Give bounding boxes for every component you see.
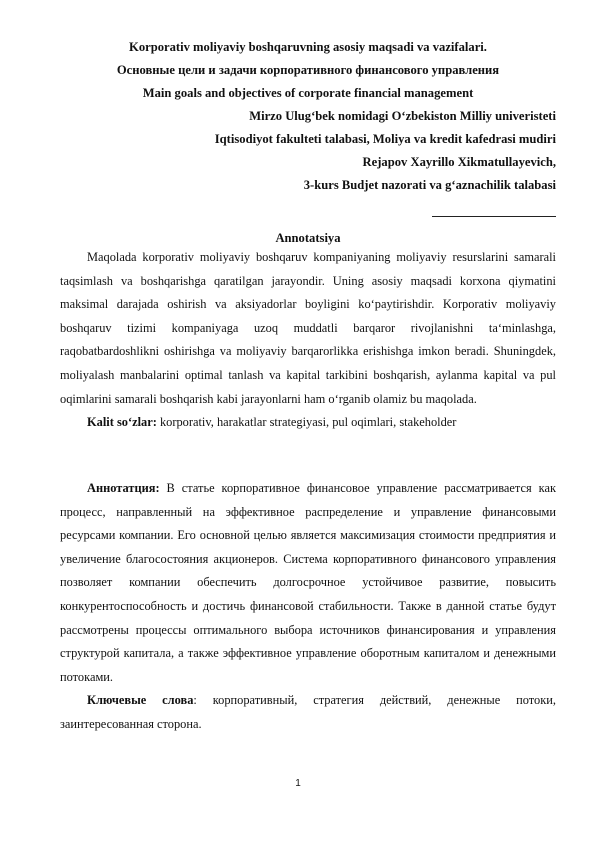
annotation-russian-label: Аннотатция:	[87, 481, 160, 495]
annotation-uzbek-block	[60, 246, 556, 435]
author-university: Mirzo Ulug‘bek nomidagi O‘zbekiston Milliy univeristeti	[249, 109, 556, 123]
page-number: 1	[295, 778, 301, 789]
keywords-russian-list: : корпоративный, стратегия действий, денежные потоки, заинтересованная сторона.	[60, 693, 556, 731]
title-uzbek: Korporativ moliyaviy boshqaruvning asosiy maqsadi va vazifalari.	[129, 40, 487, 54]
author-faculty: Iqtisodiyot fakulteti talabasi, Moliya va kredit kafedrasi mudiri	[214, 132, 556, 146]
signature-line	[432, 216, 556, 217]
annotation-heading: Annotatsiya	[275, 231, 341, 245]
title-russian: Основные цели и задачи корпоративного финансового управления	[116, 63, 500, 77]
title-block	[60, 36, 556, 197]
annotation-russian-body: В статье корпоративное финансовое управление рассматривается как процесс, направленный на эффективное распределение и управление финансовыми ресурсами компании. Его основной целью является максимизация стоимости предприятия и увеличение благосостояния акционеров. Система корпоративного финансового управления позволяет компании обеспечить долгосрочное устойчивое развитие, повысить конкурентоспособность и достичь финансовой стабильности. Также в данной статье будут рассмотрены процессы оптимального выбора источников финансирования и управления структурой капитала, а также эффективное управление оборотным капиталом и денежными потоками.	[60, 481, 556, 684]
title-english: Main goals and objectives of corporate financial management	[142, 86, 474, 100]
annotation-uzbek-text: Maqolada korporativ moliyaviy boshqaruv kompaniyaning moliyaviy resurslarini samarali taqsimlash va boshqarishga qaratilgan jarayondir. Uning asosiy maqsadi korxona qiymatini maksimal darajada oshirish va aksiyadorlar boyligini ko‘paytirishdir. Korporativ moliyaviy boshqaruv tizimi kompaniyaga uzoq muddatli barqaror rivojlanishni ta‘minlashga, raqobatbardoshlikni oshirishga va moliyaviy barqarorlikka erishishga imkon beradi. Shuningdek, moliyalash manbalarini optimal tanlash va kapital tarkibini boshqarish, aylanma kapital va pul oqimlarini samarali boshqarish kabi jarayonlarni ham o‘rganib olamiz bu maqolada.	[60, 250, 556, 406]
annotation-russian-block	[60, 477, 556, 737]
author-second: 3-kurs Budjet nazorati va g‘aznachilik talabasi	[303, 178, 556, 192]
keywords-uzbek-label: Kalit so‘zlar:	[87, 415, 157, 430]
keywords-uzbek	[60, 411, 556, 435]
keywords-russian	[60, 689, 556, 736]
keywords-uzbek-list: korporativ, harakatlar strategiyasi, pul oqimlari, stakeholder	[156, 415, 457, 430]
author-name: Rejapov Xayrillo Xikmatullayevich,	[362, 155, 556, 169]
keywords-russian-label: Ключевые слова	[87, 693, 194, 708]
annotation-russian-text	[60, 477, 556, 689]
